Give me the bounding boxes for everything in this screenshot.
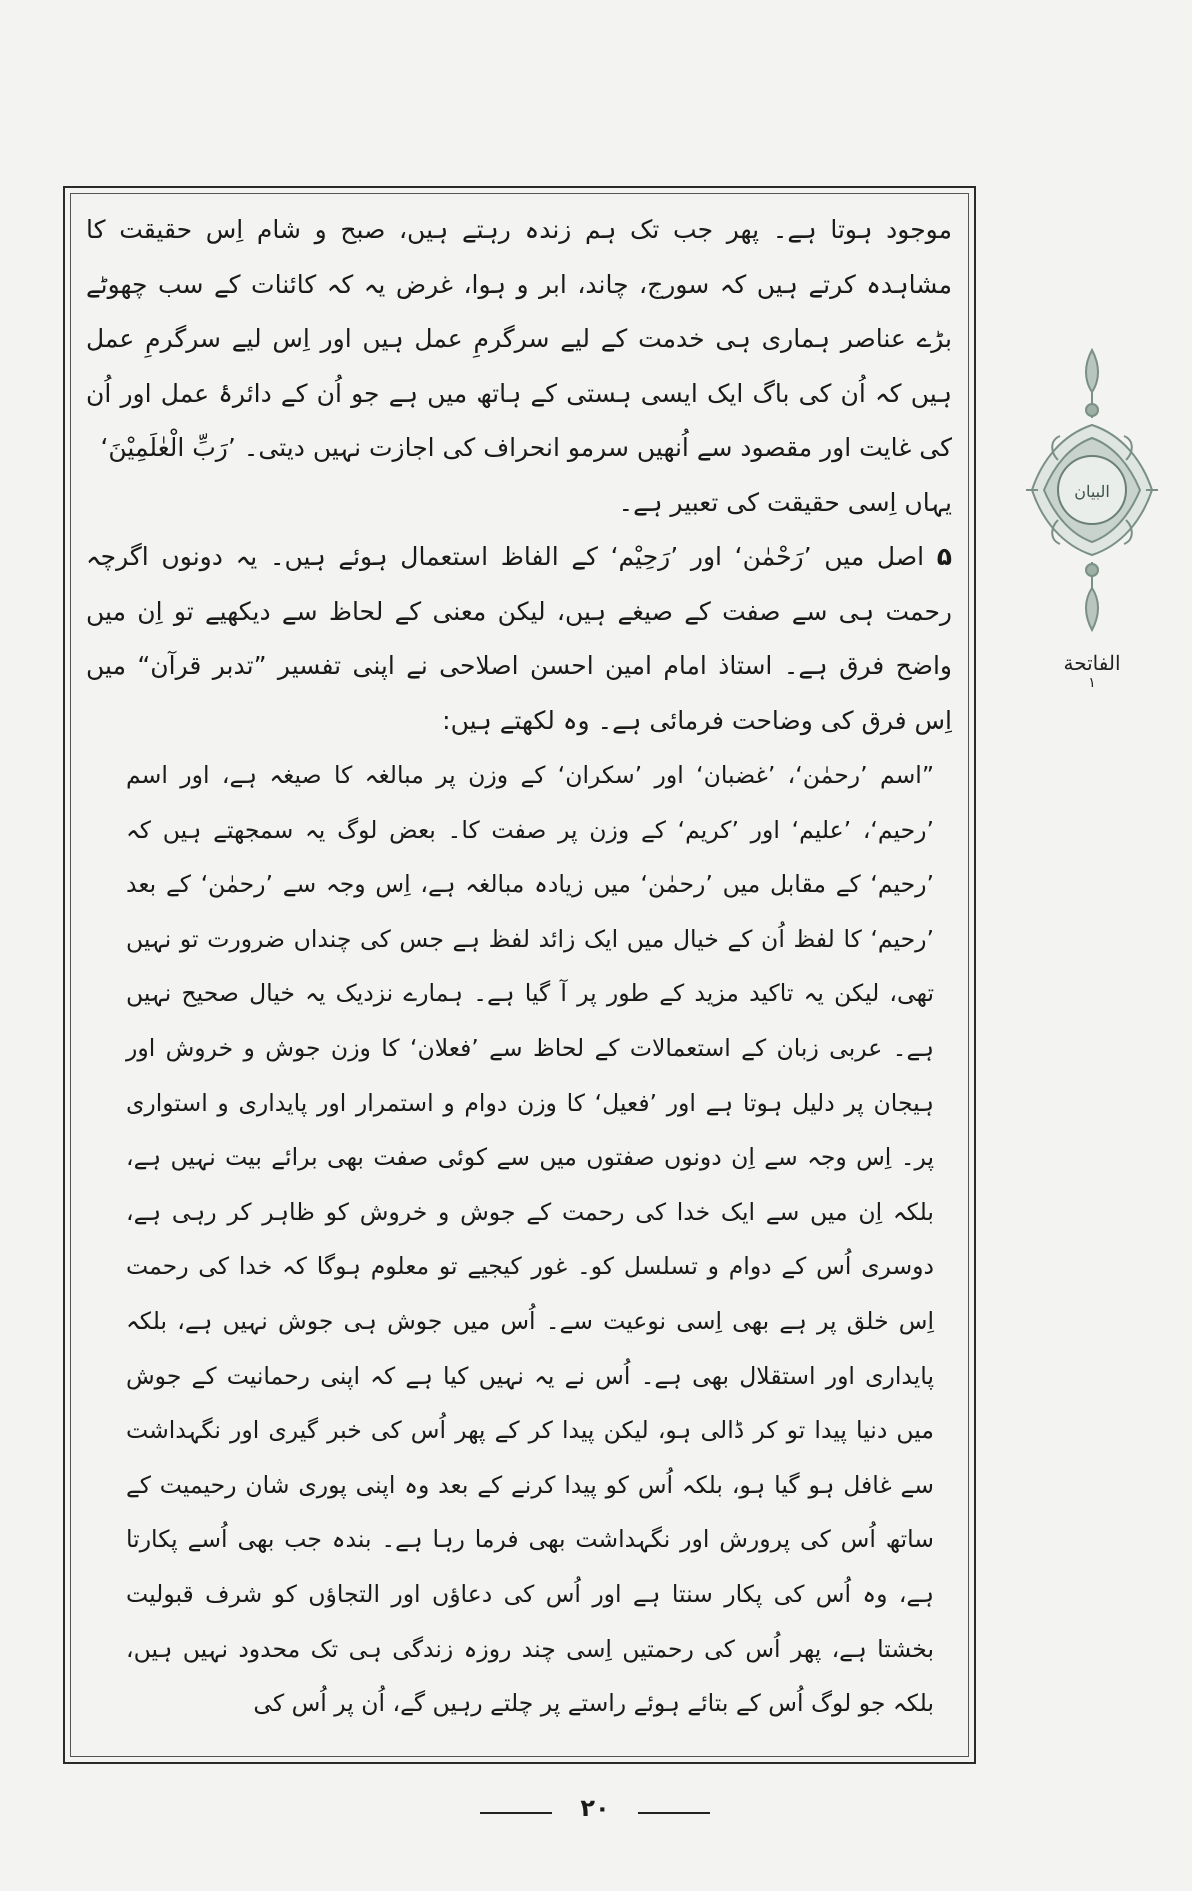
al-bayan-ornament-icon: [1022, 340, 1162, 640]
line: سرگرمِ عمل ہیں اور اِس لیے سرگرمِ عمل ہیں کہ اُن کی باگ ایک ایسی ہستی کے ہاتھ میں ہے جو اُن کے: [86, 324, 952, 408]
paragraph-note-5: [86, 530, 952, 748]
line: ہی سے صفت کے صیغے ہیں، لیکن معنی کے لحاظ سے دیکھیے تو اِن میں واضح فرق ہے۔ استاذ امام: [86, 596, 952, 680]
quote-line: سے غافل ہو گیا ہو، بلکہ اُس کو پیدا کرنے کے بعد وہ اپنی پوری شان رحیمیت کے ساتھ اُس کی: [126, 1470, 934, 1554]
quote-line: ’رحمٰن‘ میں زیادہ مبالغہ ہے، اِس وجہ سے ’رحمٰن‘ کے بعد ’رحیم‘ کا لفظ اُن کے خیال: [126, 870, 934, 953]
surah-label: [1030, 650, 1154, 690]
quote-line: ہے۔ ہمارے نزدیک یہ خیال صحیح نہیں ہے۔ عربی زبان کے استعمالات کے لحاظ سے ’فعلان‘: [126, 979, 934, 1062]
page-number: ۲۰: [580, 1794, 610, 1822]
quote-line: پرورش اور نگہداشت بھی فرما رہا ہے۔ بندہ جب بھی اُسے پکارتا ہے، وہ اُس کی پکار سنتا ہے اور: [126, 1525, 934, 1608]
quote-line: رحمانیت کے جوش میں دنیا پیدا تو کر ڈالی ہو، لیکن پیدا کر کے پھر اُس کی خبر گیری اور نگہداشت: [126, 1361, 934, 1445]
note-number: ۵: [936, 542, 952, 571]
surah-number: ۱: [1088, 675, 1096, 691]
ornament-label: البیان: [1074, 482, 1110, 501]
quote-line: ’علیم‘ اور ’کریم‘ کے وزن پر صفت کا۔ بعض لوگ یہ سمجھتے ہیں کہ ’رحیم‘ کے مقابل میں: [126, 815, 934, 899]
paragraph-1: [86, 203, 952, 530]
quote-line: میں ایک زائد لفظ ہے جس کی چنداں ضرورت تو نہیں تھی، لیکن یہ تاکید مزید کے طور پر آ گیا: [126, 924, 934, 1008]
surah-name: الفاتحة: [1063, 651, 1121, 675]
line: یہاں اِسی حقیقت کی تعبیر ہے۔: [618, 487, 952, 517]
page-number-footer: [420, 1788, 770, 1838]
quote-line: استواری پر۔ اِس وجہ سے اِن دونوں صفتوں میں سے کوئی صفت بھی برائے بیت نہیں ہے، بلکہ: [126, 1088, 934, 1226]
quote-line: اِن میں سے ایک خدا کی رحمت کے جوش و خروش کو ظاہر کر رہی ہے، دوسری اُس کے دوام و: [126, 1197, 934, 1281]
quote-line: ”اسم ’رحمٰن‘، ’غضبان‘ اور ’سکران‘ کے وزن پر مبالغہ کا صیغہ ہے، اور اسم ’رحیم‘،: [126, 761, 934, 844]
line: موجود ہوتا ہے۔ پھر جب تک ہم زندہ رہتے ہیں، صبح و شام اِس حقیقت کا مشاہدہ کرتے ہیں کہ: [86, 215, 952, 299]
quote-line: جوش ہی جوش نہیں ہے، بلکہ پایداری اور استقلال بھی ہے۔ اُس نے یہ نہیں کیا ہے کہ اپنی: [126, 1306, 934, 1390]
body-text: [86, 203, 952, 1748]
folio-rule-right: [638, 1812, 710, 1814]
quote-line: اُس کی دعاؤں اور التجاؤں کو شرف قبولیت بخشتا ہے، پھر اُس کی رحمتیں اِسی چند روزہ زندگی ہی: [126, 1579, 934, 1663]
quote-line: تسلسل کو۔ غور کیجیے تو معلوم ہوگا کہ خدا کی رحمت اِس خلق پر ہے بھی اِسی نوعیت سے۔ اُس میں: [126, 1252, 934, 1335]
line: امین احسن اصلاحی نے اپنی تفسیر ”تدبر قرآن“ میں اِس فرق کی وضاحت فرمائی ہے۔ وہ لکھتے ہیں:: [86, 651, 952, 735]
quote-line: کا وزن جوش و خروش اور ہیجان پر دلیل ہوتا ہے اور ’فعیل‘ کا وزن دوام و استمرار اور پایداری و: [126, 1033, 934, 1117]
line: اصل میں ’رَحْمٰن‘ اور ’رَحِیْم‘ کے الفاظ استعمال ہوئے ہیں۔ یہ دونوں اگرچہ رحمت: [86, 542, 952, 626]
folio-rule-left: [480, 1812, 552, 1814]
line: سورج، چاند، ابر و ہوا، غرض یہ کہ کائنات کے سب چھوٹے بڑے عناصر ہماری ہی خدمت کے لیے: [86, 269, 952, 353]
quote-line: تک محدود نہیں ہیں، بلکہ جو لوگ اُس کے بتائے ہوئے راستے پر چلتے رہیں گے، اُن پر اُس کی: [126, 1634, 934, 1718]
line: دائرۂ عمل اور اُن کی غایت اور مقصود سے اُنھیں سرمو انحراف کی اجازت نہیں دیتی۔ ’رَبِّ الْعٰلَمِیْنَ‘: [86, 378, 952, 462]
block-quote: [126, 748, 934, 1731]
